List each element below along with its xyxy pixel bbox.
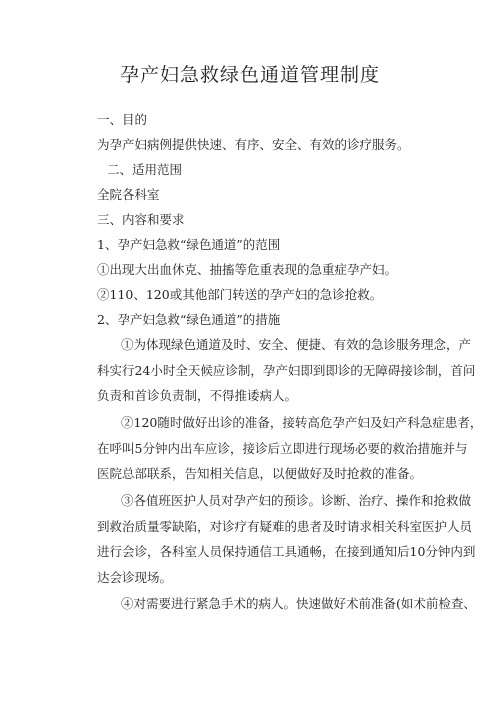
measure-2-line: 医院总部联系，告知相关信息，以便做好及时抢救的准备。: [97, 466, 423, 481]
document-title: 孕产妇急救绿色通道管理制度: [119, 64, 380, 86]
measure-3-line: 进行会诊，各科室人员保持通信工具通畅，在接到通知后10分钟内到: [97, 544, 476, 559]
measure-4-line: ④对需要进行紧急手术的病人。快速做好术前准备(如术前检查、: [121, 596, 476, 611]
section-1-body: 为孕产妇病例提供快速、有序、安全、有效的诊疗服务。: [97, 137, 410, 152]
measure-3-paragraph: [97, 488, 476, 590]
measure-4-paragraph: [97, 591, 476, 617]
scope-item-1: ①出现大出血休克、抽搐等危重表现的急重症孕产妇。: [97, 262, 398, 277]
measure-3-line: 到救治质量零缺陷，对诊疗有疑难的患者及时请求相关科室医护人员: [97, 518, 473, 534]
measures-heading: 2、孕产妇急救“绿色通道”的措施: [97, 312, 281, 327]
measure-1-line: 负责和首诊负责制，不得推诿病人。: [97, 388, 298, 403]
measure-3-line: 达会诊现场。: [97, 569, 173, 585]
section-2-heading: 二、适用范围: [107, 162, 183, 177]
measure-1-paragraph: [97, 332, 476, 409]
measure-1-line: ①为体现绿色通道及时、安全、便捷、有效的急诊服务理念，产: [121, 337, 472, 352]
section-1-heading: 一、目的: [97, 112, 148, 127]
scope-heading: 1、孕产妇急救“绿色通道”的范围: [97, 237, 281, 252]
section-2-body: 全院各科室: [97, 187, 160, 202]
measure-2-line: 在呼叫5分钟内出车应诊，接诊后立即进行现场必要的救治措施并与: [97, 440, 468, 456]
measure-2-line: ②120随时做好出诊的准备，接转高危孕产妇及妇产科急症患者，: [121, 415, 483, 430]
measure-3-line: ③各值班医护人员对孕产妇的预诊。诊断、治疗、操作和抢救做: [121, 493, 472, 508]
measure-2-paragraph: [97, 410, 483, 487]
section-3-heading: 三、内容和要求: [97, 212, 185, 227]
measure-1-line: 科实行24小时全天候应诊制，孕产妇即到即诊的无障碍接诊制，首问: [97, 362, 476, 378]
scope-item-2: ②110、120或其他部门转送的孕产妇的急诊抢救。: [97, 287, 383, 302]
